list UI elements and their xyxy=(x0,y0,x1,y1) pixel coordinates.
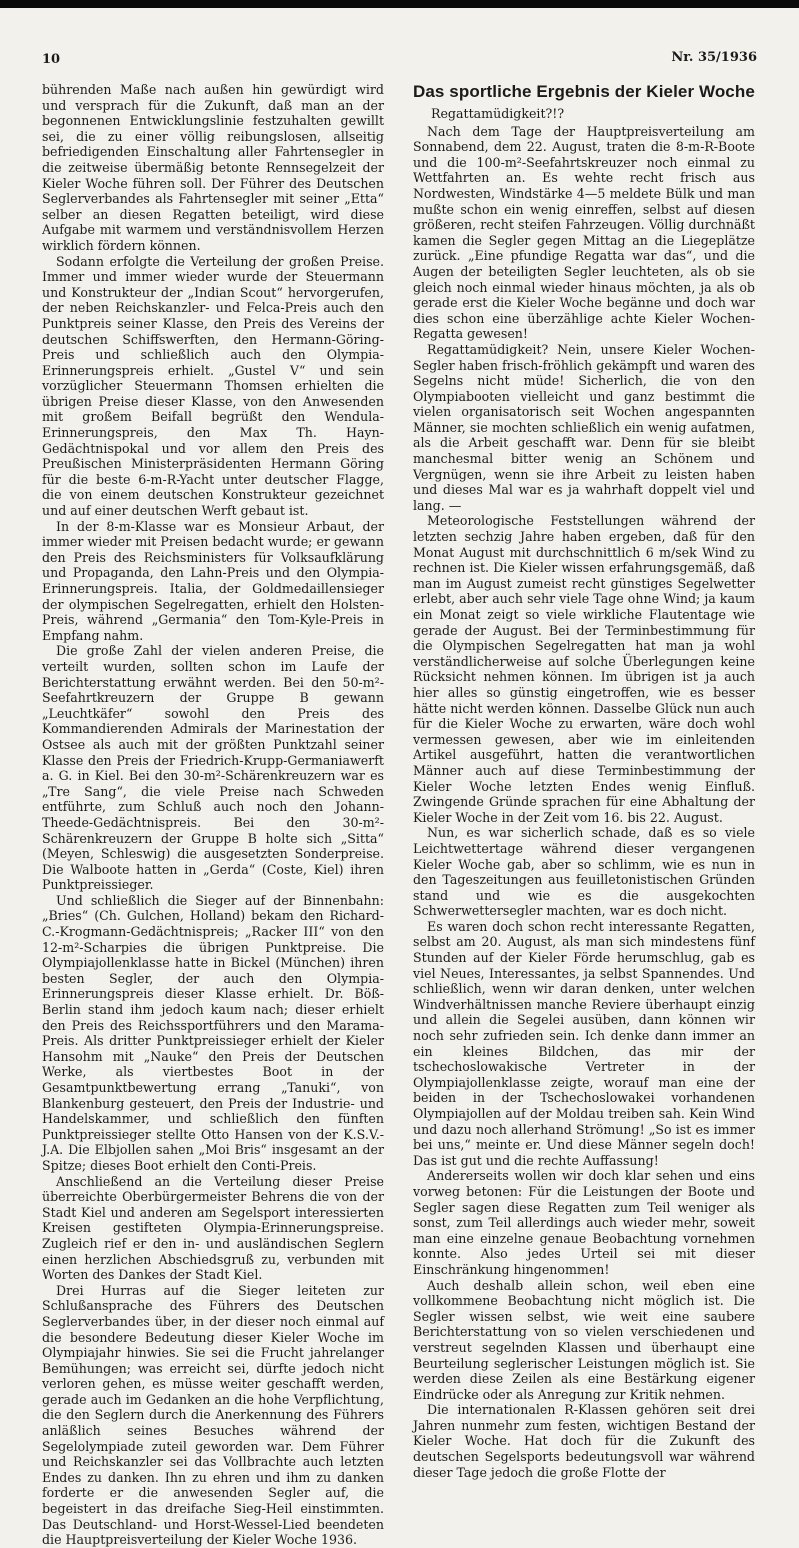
paragraph: Auch deshalb allein schon, weil eben eine vollkommene Beobachtung nicht möglich ist. Die Segler wissen selbst, wie weit eine saubere Berichterstattung von so vielen verschiedenen und verstreut segelnden Klassen und überhaupt eine Beurteilung seglerischer Leistungen möglich ist. Sie werden diese Zeilen als eine Bestärkung eigener Eindrücke oder als Anregung zur Kritik nehmen. xyxy=(413,1277,755,1402)
left-column xyxy=(42,82,384,1548)
page-number: 10 xyxy=(42,52,61,67)
paragraph: Meteorologische Feststellungen während der letzten sechzig Jahre haben ergeben, daß für den Monat August mit durchschnittlich 6 m/sek Wind zu rechnen ist. Die Kieler wissen erfahrungsgemäß, daß man im August zumeist recht günstiges Segelwetter erlebt, aber auch sehr viele Tage ohne Wind; ja kaum ein Monat zeigt so viele wirkliche Flautentage wie gerade der August. Bei der Terminbestimmung für die Olympischen Segelregatten hat man ja wohl verständlicherweise auf solche Überlegungen keine Rücksicht nehmen können. Im übrigen ist ja auch hier alles so günstig eingetroffen, wie es besser hätte nicht werden können. Dasselbe Glück nun auch für die Kieler Woche zu erwarten, wäre doch wohl vermessen gewesen, aber wie im einleitenden Artikel ausgeführt, hatten die verantwortlichen Männer auch auf diese Terminbestimmung der Kieler Woche letzten Endes wenig Einfluß. Zwingende Gründe sprachen für eine Abhaltung der Kieler Woche in der Zeit vom 16. bis 22. August. xyxy=(413,513,755,825)
paragraph: Nach dem Tage der Hauptpreisverteilung am Sonnabend, dem 22. August, traten die 8-m-R-Boote und die 100-m²-Seefahrtskreuzer noch einmal zu Wettfahrten an. Es wehte recht frisch aus Nordwesten, Windstärke 4—5 meldete Bülk und man mußte schon ein wenig einreffen, selbst auf diesen größeren, recht steifen Fahrzeugen. Völlig durchnäßt kamen die Segler gegen Mittag an die Liegeplätze zurück. „Eine pfundige Regatta war das“, und die Augen der beteiligten Segler leuchteten, als ob sie gleich noch einmal wieder hinaus möchten, ja als ob gerade erst die Kieler Woche begänne und doch war dies schon eine überzählige achte Kieler Wochen-Regatta gewesen! xyxy=(413,123,755,342)
paragraph: Anschließend an die Verteilung dieser Preise überreichte Oberbürgermeister Behrens die von der Stadt Kiel und anderen am Segelsport interessierten Kreisen gestifteten Olympia-Erinnerungspreise. Zugleich rief er den in- und ausländischen Seglern einen herzlichen Abschiedsgruß zu, verbunden mit Worten des Dankes der Stadt Kiel. xyxy=(42,1173,384,1283)
page-top-border xyxy=(0,0,799,8)
paragraph: Die große Zahl der vielen anderen Preise, die verteilt wurden, sollten schon im Laufe der Berichterstattung erwähnt werden. Bei den 50-m²-Seefahrtkreuzern der Gruppe B gewann „Leuchtkäfer“ sowohl den Preis des Kommandierenden Admirals der Marinestation der Ostsee als auch mit der größten Punktzahl seiner Klasse den Preis der Friedrich-Krupp-Germaniawerft a. G. in Kiel. Bei den 30-m²-Schärenkreuzern war es „Tre Sang“, die viele Preise nach Schweden entführte, zum Schluß auch noch den Johann-Theede-Gedächtnispreis. Bei den 30-m²-Schärenkreuzern der Gruppe B holte sich „Sitta“ (Meyen, Schleswig) die ausgesetzten Sonderpreise. Die Walboote hatten in „Gerda“ (Coste, Kiel) ihren Punktpreissieger. xyxy=(42,643,384,893)
paragraph: Drei Hurras auf die Sieger leiteten zur Schlußansprache des Führers des Deutschen Seglerverbandes über, in der dieser noch einmal auf die besondere Bedeutung dieser Kieler Woche im Olympiajahr hinwies. Sie sei die Frucht jahrelanger Bemühungen; was erreicht sei, dürfte jedoch nicht verloren gehen, es müsse weiter geschafft werden, gerade auch im Gedanken an die hohe Verpflichtung, die den Seglern durch die Anerkennung des Führers anläßlich seines Besuches während der Segelolympiade zuteil geworden war. Dem Führer und Reichskanzler sei das Vollbrachte auch letzten Endes zu danken. Ihn zu ehren und ihm zu danken forderte er die anwesenden Segler auf, die begeistert in das dreifache Sieg-Heil einstimmten. Das Deutschland- und Horst-Wessel-Lied beendeten die Hauptpreisverteilung der Kieler Woche 1936. xyxy=(42,1282,384,1548)
paragraph: In der 8-m-Klasse war es Monsieur Arbaut, der immer wieder mit Preisen bedacht wurde; er gewann den Preis des Reichsministers für Volksaufklärung und Propaganda, den Lahn-Preis und den Olympia-Erinnerungspreis. Italia, der Goldmedaillensieger der olympischen Segelregatten, erhielt den Holsten-Preis, während „Germania“ den Tom-Kyle-Preis in Empfang nahm. xyxy=(42,518,384,643)
paragraph: Sodann erfolgte die Verteilung der großen Preise. Immer und immer wieder wurde der Steuermann und Konstrukteur der „Indian Scout“ hervorgerufen, der neben Reichskanzler- und Felca-Preis auch den Punktpreis seiner Klasse, den Preis des Vereins der deutschen Schiffswerften, den Hermann-Göring-Preis und schließlich auch den Olympia-Erinnerungspreis erhielt. „Gustel V“ und sein vorzüglicher Steuermann Thomsen erhielten die übrigen Preise dieser Klasse, von den Anwesenden mit großem Beifall begrüßt den Wendula-Erinnerungspreis, den Max Th. Hayn-Gedächtnispokal und vor allem den Preis des Preußischen Ministerpräsidenten Hermann Göring für die beste 6-m-R-Yacht unter deutscher Flagge, die von einem deutschen Konstrukteur gezeichnet und auf einer deutschen Werft gebaut ist. xyxy=(42,253,384,519)
issue-number: Nr. 35/1936 xyxy=(671,50,757,65)
paragraph: Es waren doch schon recht interessante Regatten, selbst am 20. August, als man sich mindestens fünf Stunden auf der Kieler Förde herumschlug, gab es viel Neues, Interessantes, ja selbst Spannendes. Und schließlich, wenn wir daran denken, unter welchen Windverhältnissen manche Reviere überhaupt einzig und allein die Segelei ausüben, dann können wir noch sehr zufrieden sein. Ich denke dann immer an ein kleines Bildchen, das mir der tschechoslowakische Vertreter in der Olympiajollenklasse zeigte, worauf man eine der beiden in der Tschechoslowakei vorhandenen Olympiajollen auf der Moldau treiben sah. Kein Wind und dazu noch allerhand Strömung! „So ist es immer bei uns,“ meinte er. Und diese Männer segeln doch! Das ist gut und die rechte Auffassung! xyxy=(413,918,755,1168)
article-title: Das sportliche Ergebnis der Kieler Woche xyxy=(413,82,755,101)
paragraph: Und schließlich die Sieger auf der Binnenbahn: „Bries“ (Ch. Gulchen, Holland) bekam den Richard-C.-Krogmann-Gedächtnispreis; „Racker III“ von den 12-m²-Scharpies die übrigen Punktpreise. Die Olympiajollenklasse hatte in Bickel (München) ihren besten Segler, der auch den Olympia-Erinnerungspreis dieser Klasse erhielt. Dr. Böß-Berlin stand ihm jedoch kaum nach; dieser erhielt den Preis des Reichssportführers und den Marama-Preis. Als dritter Punktpreissieger erhielt der Kieler Hansohm mit „Nauke“ den Preis der Deutschen Werke, als viertbestes Boot in der Gesamtpunktbewertung errang „Tanuki“, von Blankenburg gesteuert, den Preis der Industrie- und Handelskammer, und schließlich den fünften Punktpreissieger stellte Otto Hansen von der K.S.V.-J.A. Die Elbjollen sahen „Moi Bris“ insgesamt an der Spitze; dieses Boot erhielt den Conti-Preis. xyxy=(42,892,384,1173)
paragraph: bührenden Maße nach außen hin gewürdigt wird und versprach für die Zukunft, daß man an der begonnenen Entwicklungslinie festzuhalten gewillt sei, die zu einer völlig reibungslosen, allseitig befriedigenden Einschaltung aller Fahrtensegler in die zeitweise übermäßig betonte Rennsegelzeit der Kieler Woche führen soll. Der Führer des Deutschen Seglerverbandes als Fahrtensegler mit seiner „Etta“ selber an diesen Regatten beteiligt, wird diese Aufgabe mit warmem und verständnisvollem Herzen wirklich fördern können. xyxy=(42,82,384,253)
paragraph: Die internationalen R-Klassen gehören seit drei Jahren nunmehr zum festen, wichtigen Bestand der Kieler Woche. Hat doch für die Zukunft des deutschen Segelsports bedeutungsvoll war während dieser Tage jedoch die große Flotte der xyxy=(413,1402,755,1480)
right-column xyxy=(413,82,755,1480)
paragraph: Andererseits wollen wir doch klar sehen und eins vorweg betonen: Für die Leistungen der Boote und Segler sagen diese Regatten zum Teil weniger als sonst, zum Teil allerdings auch wieder mehr, soweit man eine einzelne genaue Beobachtung vornehmen konnte. Also jedes Urteil sei mit dieser Einschränkung hingenommen! xyxy=(413,1168,755,1277)
paragraph: Nun, es war sicherlich schade, daß es so viele Leichtwettertage während dieser vergangenen Kieler Woche gab, aber so schlimm, wie es nun in den Tageszeitungen aus feuilletonistischen Gründen stand und wie es die ausgekochten Schwerwettersegler machten, war es doch nicht. xyxy=(413,825,755,919)
paragraph: Regattamüdigkeit? Nein, unsere Kieler Wochen-Segler haben frisch-fröhlich gekämpft und waren des Segelns nicht müde! Sicherlich, die von den Olympiabooten vielleicht und ganz bestimmt die vielen organisatorisch seit Wochen angespannten Männer, sie mochten schließlich ein wenig aufatmen, als die Arbeit geschafft war. Denn für sie bleibt manchesmal bitter wenig an Schönem und Vergnügen, wenn sie ihre Arbeit zu leisten haben und dieses Mal war es ja wahrhaft doppelt viel und lang. — xyxy=(413,341,755,513)
article-kicker: Regattamüdigkeit?!? xyxy=(431,106,565,121)
